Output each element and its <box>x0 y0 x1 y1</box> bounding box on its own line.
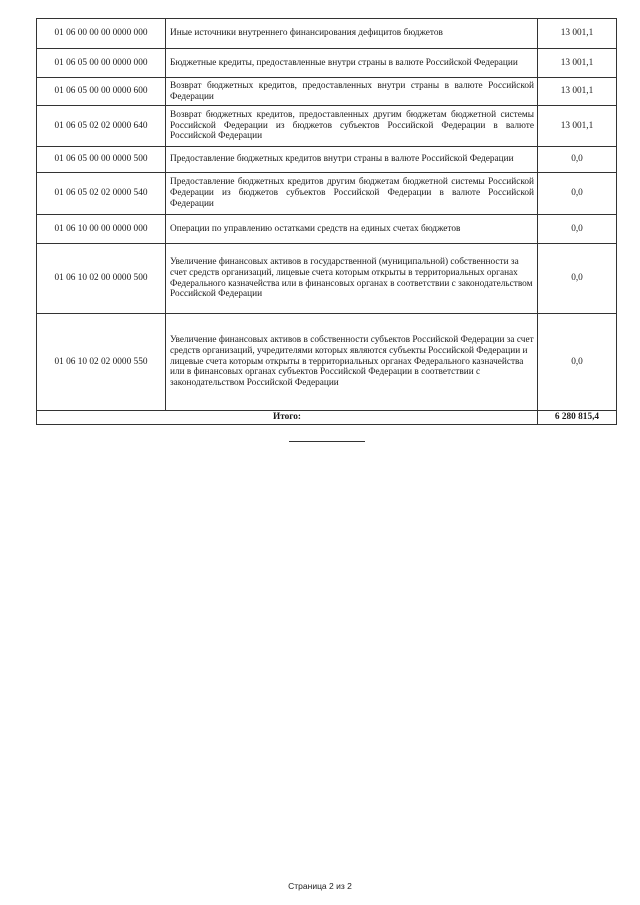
amount-cell: 13 001,1 <box>538 78 617 106</box>
table-row <box>37 106 617 147</box>
budget-code-cell: 01 06 05 02 02 0000 640 <box>37 106 166 147</box>
table-row <box>37 147 617 173</box>
page-number: Страница 2 из 2 <box>288 881 352 891</box>
amount-cell: 0,0 <box>538 173 617 215</box>
source-name-cell: Предоставление бюджетных кредитов внутри страны в валюте Российской Федерации <box>166 147 538 173</box>
total-label: Итого: <box>37 411 538 425</box>
end-divider-line <box>289 441 365 442</box>
budget-code-cell: 01 06 05 00 00 0000 500 <box>37 147 166 173</box>
budget-code-cell: 01 06 00 00 00 0000 000 <box>37 19 166 49</box>
budget-code-cell: 01 06 10 00 00 0000 000 <box>37 215 166 244</box>
table-row <box>37 49 617 78</box>
source-name-cell: Возврат бюджетных кредитов, предоставленных другим бюджетам бюджетной системы Российской Федерации из бюджетов субъектов Российской Федерации в валюте Российской Федерации <box>166 106 538 147</box>
table-row <box>37 19 617 49</box>
source-name-cell: Возврат бюджетных кредитов, предоставленных внутри страны в валюте Российской Федерации <box>166 78 538 106</box>
budget-code-cell: 01 06 05 02 02 0000 540 <box>37 173 166 215</box>
table-row <box>37 244 617 314</box>
table-row <box>37 173 617 215</box>
amount-cell: 13 001,1 <box>538 106 617 147</box>
table-row <box>37 78 617 106</box>
budget-code-cell: 01 06 10 02 02 0000 550 <box>37 314 166 411</box>
source-name-cell: Увеличение финансовых активов в государственной (муниципальной) собственности за счет средств организаций, лицевые счета которым открыты в территориальных органах Федерального казначейства или в финансовых органах в соответствии с законодательством Российской Федерации <box>166 244 538 314</box>
budget-code-cell: 01 06 05 00 00 0000 600 <box>37 78 166 106</box>
amount-cell: 0,0 <box>538 147 617 173</box>
total-amount: 6 280 815,4 <box>538 411 617 425</box>
budget-sources-table <box>36 18 617 425</box>
table-row <box>37 215 617 244</box>
source-name-cell: Увеличение финансовых активов в собственности субъектов Российской Федерации за счет средств организаций, учредителями которых являются субъекты Российской Федерации и лицевые счета которым открыты в территориальных органах Федерального казначейства или в финансовых органах субъектов Российской Федерации в соответствии с законодательством Российской Федерации <box>166 314 538 411</box>
budget-code-cell: 01 06 10 02 00 0000 500 <box>37 244 166 314</box>
source-name-cell: Предоставление бюджетных кредитов другим бюджетам бюджетной системы Российской Федерации из бюджетов субъектов Российской Федерации в валюте Российской Федерации <box>166 173 538 215</box>
source-name-cell: Иные источники внутреннего финансирования дефицитов бюджетов <box>166 19 538 49</box>
amount-cell: 0,0 <box>538 244 617 314</box>
amount-cell: 13 001,1 <box>538 19 617 49</box>
source-name-cell: Операции по управлению остатками средств на единых счетах бюджетов <box>166 215 538 244</box>
source-name-cell: Бюджетные кредиты, предоставленные внутри страны в валюте Российской Федерации <box>166 49 538 78</box>
total-row <box>37 411 617 425</box>
table-row <box>37 314 617 411</box>
amount-cell: 0,0 <box>538 314 617 411</box>
amount-cell: 13 001,1 <box>538 49 617 78</box>
budget-code-cell: 01 06 05 00 00 0000 000 <box>37 49 166 78</box>
amount-cell: 0,0 <box>538 215 617 244</box>
